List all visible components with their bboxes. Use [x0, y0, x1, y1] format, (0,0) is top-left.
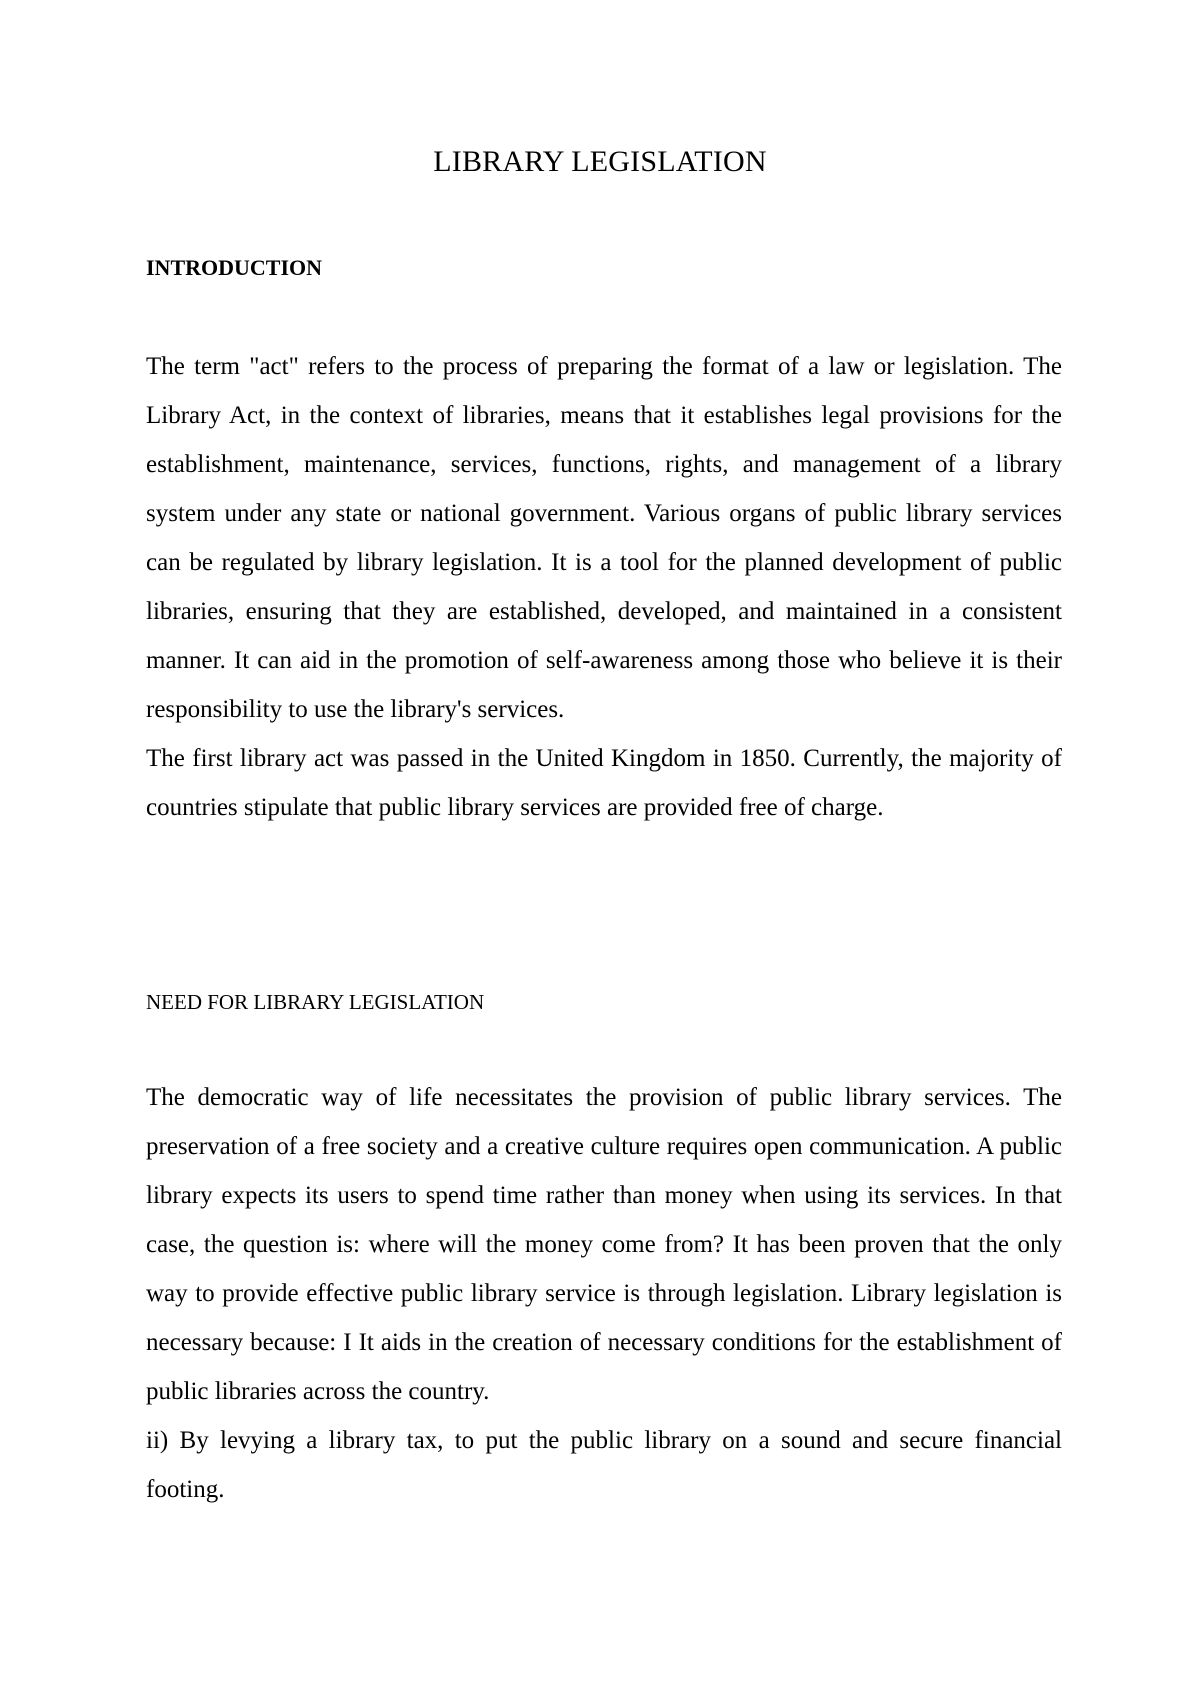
introduction-body [146, 342, 1062, 832]
introduction-paragraph-2: The first library act was passed in the United Kingdom in 1850. Currently, the majority of countries stipulate that public library services are provided free of charge. [146, 745, 1062, 821]
need-paragraph-1: The democratic way of life necessitates the provision of public library services. The preservation of a free society and a creative culture requires open communication. A public library expects its users to spend time rather than money when using its services. In that case, the question is: where will the money come from? It has been proven that the only way to provide effective public library service is through legislation. Library legislation is necessary because: I It aids in the creation of necessary conditions for the establishment of public libraries across the country. [146, 1084, 1062, 1405]
need-for-legislation-body [146, 1073, 1062, 1514]
need-paragraph-2: ii) By levying a library tax, to put the public library on a sound and secure financial footing. [146, 1427, 1062, 1503]
need-for-legislation-heading: NEED FOR LIBRARY LEGISLATION [146, 990, 485, 1014]
introduction-heading: INTRODUCTION [146, 255, 323, 280]
introduction-paragraph-1: The term "act" refers to the process of preparing the format of a law or legislation. The Library Act, in the context of libraries, means that it establishes legal provisions for the establishment, maintenance, services, functions, rights, and management of a library system under any state or national government. Various organs of public library services can be regulated by library legislation. It is a tool for the planned development of public libraries, ensuring that they are established, developed, and maintained in a consistent manner. It can aid in the promotion of self-awareness among those who believe it is their responsibility to use the library's services. [146, 353, 1062, 723]
document-title: LIBRARY LEGISLATION [433, 145, 767, 178]
